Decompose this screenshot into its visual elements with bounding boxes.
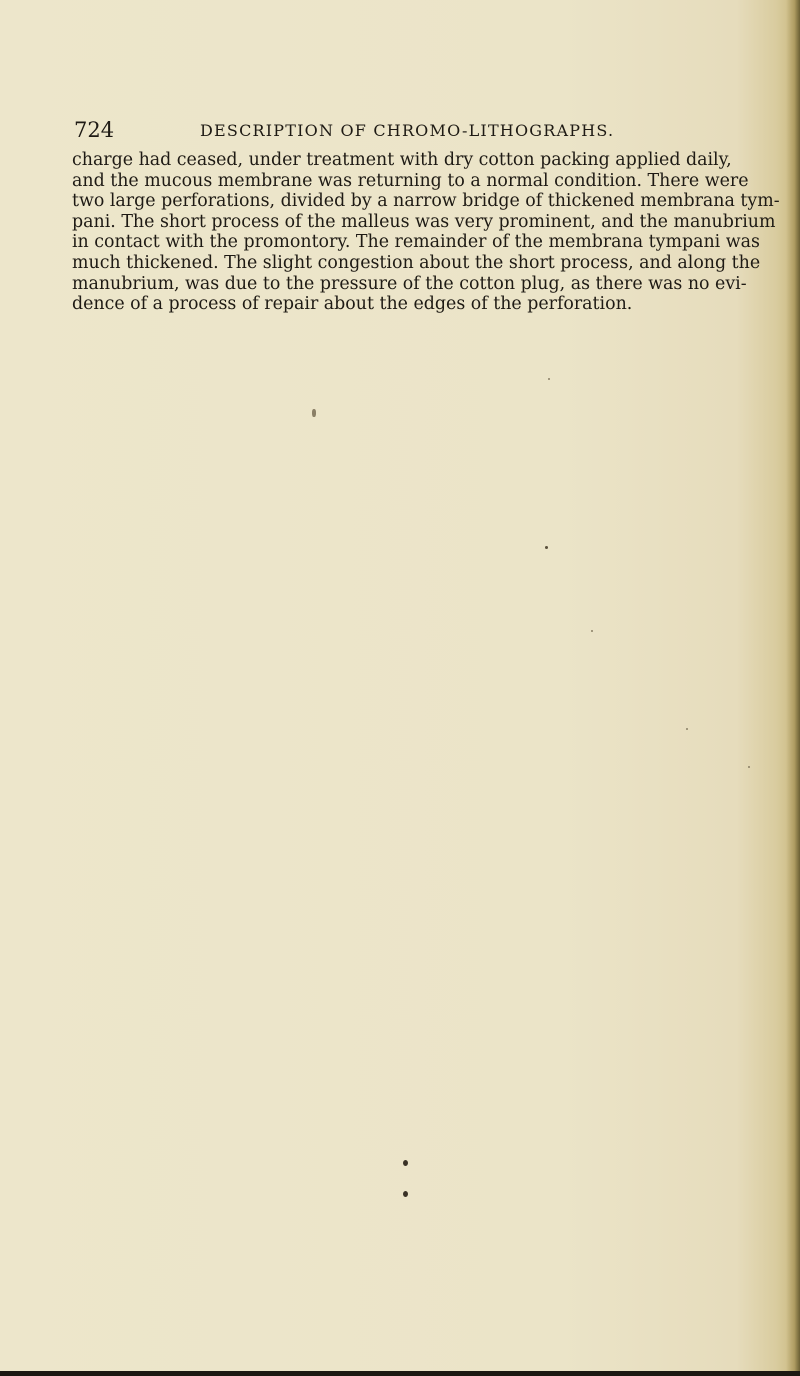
running-head: DESCRIPTION OF CHROMO-LITHOGRAPHS. [200,121,615,140]
page-number: 724 [74,118,115,142]
paper-speck [312,409,316,417]
text-line: pani. The short process of the malleus was very prominent, and the manubrium [72,211,776,232]
paper-speck [748,766,750,768]
bottom-edge-rule [0,1371,800,1376]
paper-speck [403,1160,408,1166]
paper-speck [591,630,593,632]
paper-speck [686,728,688,730]
text-line: and the mucous membrane was returning to a normal condition. There were [72,170,749,191]
text-line: much thickened. The slight congestion about the short process, and along the [72,252,761,273]
paper-speck [548,378,550,380]
text-line: charge had ceased, under treatment with dry cotton packing applied daily, [72,150,732,170]
paper-speck [545,546,548,549]
text-line: manubrium, was due to the pressure of the cotton plug, as there was no evi- [72,273,747,294]
body-paragraph [72,150,800,315]
paper-speck [403,1191,408,1197]
page-header [74,118,734,144]
text-line: in contact with the promontory. The remainder of the membrana tympani was [72,232,760,253]
text-line: two large perforations, divided by a narrow bridge of thickened membrana tym- [72,191,780,212]
text-line: dence of a process of repair about the edges of the perforation. [72,294,633,315]
